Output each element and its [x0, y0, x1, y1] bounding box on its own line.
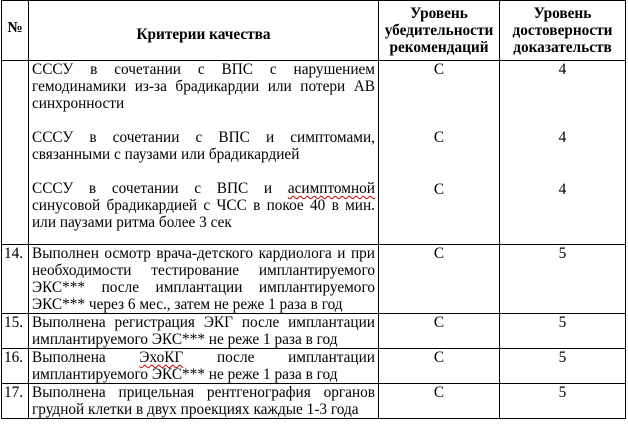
header-number: № [2, 1, 29, 61]
recommendation-value: C [379, 245, 500, 314]
row-number: 15. [2, 314, 29, 349]
criterion-text: Выполнен осмотр врача-детского кардиолога и при необходимости тестирование имплантируемого ЭКС*** после имплантации имплантируемого ЭКС*** через 6 мес., затем не реже 1 раза в год [29, 245, 379, 314]
evidence-value: 4 [558, 181, 567, 198]
recommendation-value: C [433, 129, 445, 146]
spellcheck-marked-word: ЭхоКГ [139, 349, 184, 366]
table-row [2, 314, 626, 349]
evidence-value: 4 [558, 61, 567, 78]
recommendation-value: C [379, 314, 500, 349]
criterion-text-part: после имплантации имплантируемого ЭКС*** не реже 1 раза в год [32, 349, 375, 383]
recommendation-value: C [379, 384, 500, 419]
evidence-value: 5 [500, 384, 626, 419]
recommendation-cell [379, 61, 500, 245]
evidence-value: 4 [558, 129, 567, 146]
evidence-cell [500, 61, 626, 245]
criterion-text-part: синусовой брадикардией с ЧСС в покое 40 в мин. или паузами ритма более 3 сек [32, 197, 375, 231]
table-row [2, 245, 626, 314]
row-number [2, 61, 29, 245]
evidence-value: 5 [500, 245, 626, 314]
recommendation-value: C [433, 181, 445, 198]
table-row [2, 349, 626, 384]
row-number: 16. [2, 349, 29, 384]
table-row [2, 384, 626, 419]
table-row [2, 61, 626, 245]
recommendation-value: C [433, 61, 445, 78]
criterion-text-part: Выполнена [32, 349, 140, 366]
criterion-text: СССУ в сочетании с ВПС с нарушением гемодинамики из-за брадикардии или потери АВ синхронности [32, 61, 375, 112]
evidence-value: 5 [500, 314, 626, 349]
row-number: 14. [2, 245, 29, 314]
row-number: 17. [2, 384, 29, 419]
criterion-text [32, 180, 375, 231]
criterion-text [29, 349, 379, 384]
table-header-row [2, 1, 626, 61]
header-evidence-level: Уровень достоверности доказательств [500, 1, 626, 61]
header-recommendation-level: Уровень убедительности рекомендаций [379, 1, 500, 61]
quality-criteria-table [1, 0, 626, 419]
criterion-text: Выполнена регистрация ЭКГ после имплантации имплантируемого ЭКС*** не реже 1 раза в год [29, 314, 379, 349]
evidence-value: 5 [500, 349, 626, 384]
criterion-text-part: СССУ в сочетании с ВПС и [32, 180, 288, 197]
criterion-text: СССУ в сочетании с ВПС и симптомами, связанными с паузами или брадикардией [32, 129, 375, 163]
criterion-cell [29, 61, 379, 245]
header-criteria: Критерии качества [29, 1, 379, 61]
spellcheck-marked-word: асимптомной [287, 180, 375, 197]
criterion-text: Выполнена прицельная рентгенография органов грудной клетки в двух проекциях каждые 1-3 года [29, 384, 379, 419]
recommendation-value: C [379, 349, 500, 384]
